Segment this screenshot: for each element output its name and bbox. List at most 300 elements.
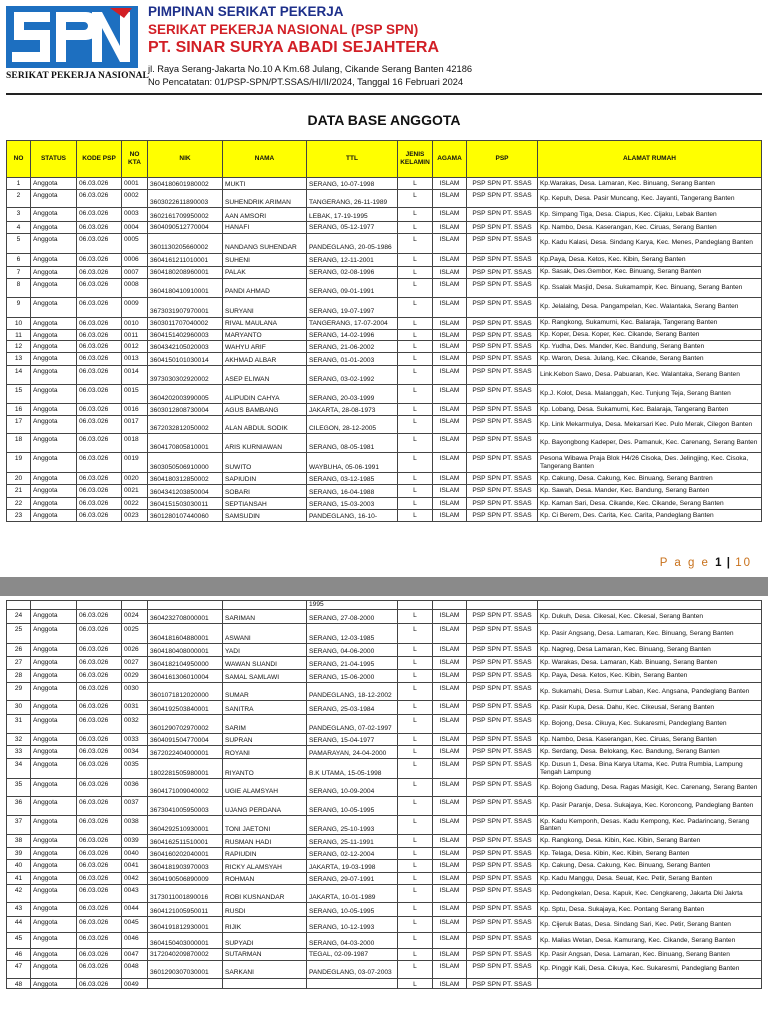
cell-no: 46 [7,949,31,961]
cell-kode-psp: 06.03.026 [77,960,122,978]
cell-psp: PSP SPN PT. SSAS [467,701,538,715]
cell-nik: 3673041005950003 [148,797,223,816]
cell-kode-psp: 06.03.026 [77,759,122,779]
table-row [7,416,762,434]
cell-nama: SAPIUDIN [223,473,307,485]
cell-no: 32 [7,734,31,746]
cell-psp: PSP SPN PT. SSAS [467,366,538,385]
cell-psp: PSP SPN PT. SSAS [467,860,538,873]
cell-agama: ISLAM [433,644,467,657]
cell-psp: PSP SPN PT. SSAS [467,873,538,885]
cell-status: Anggota [31,860,77,873]
cell-no: 7 [7,266,31,278]
cell-alamat: Kp. Serdang, Desa. Belokang, Kec. Bandung, Serang Banten [538,746,762,759]
document-title: DATA BASE ANGGOTA [307,112,461,128]
cell-nama: SUWITO [223,453,307,473]
cell-nik: 3604171009040002 [148,779,223,797]
cell-nik: 3604161211010001 [148,253,223,266]
cell-alamat: Kp. Simpang Tiga, Desa. Ciapus, Kec. Cijaku, Lebak Banten [538,208,762,222]
cell-no-kta: 0016 [122,404,148,416]
cell-no-kta: 0001 [122,178,148,190]
cell-agama: ISLAM [433,473,467,485]
cell-status: Anggota [31,453,77,473]
cell-jenis-kelamin: L [398,434,433,453]
cell-psp: PSP SPN PT. SSAS [467,670,538,683]
cell-nik: 3604161306010004 [148,670,223,683]
cell-nik: 3604342105020003 [148,341,223,353]
cell-no: 19 [7,453,31,473]
cell-status: Anggota [31,624,77,644]
cell-alamat: Kp. Warakas, Desa. Lamaran, Kab. Binuang, Serang Banten [538,657,762,670]
table-row [7,949,762,961]
cell-nik: 3604191812930001 [148,917,223,933]
cell-ttl: PANDEGLANG, 16-10- [307,510,398,522]
cell-jenis-kelamin: L [398,917,433,933]
cell-ttl: SERANG, 05-12-1977 [307,222,398,234]
table-row [7,485,762,498]
cell-psp: PSP SPN PT. SSAS [467,341,538,353]
cell-nama: SEPTIANSAH [223,498,307,510]
cell-agama: ISLAM [433,317,467,329]
cell-psp: PSP SPN PT. SSAS [467,190,538,208]
cell-jenis-kelamin: L [398,978,433,989]
cell-status: Anggota [31,385,77,404]
col-header-nik: NIK [148,141,223,178]
cell-jenis-kelamin: L [398,624,433,644]
cell-jenis-kelamin: L [398,329,433,341]
cell-nama: SURYANI [223,297,307,317]
cell-jenis-kelamin: L [398,190,433,208]
cell-ttl: PANDEGLANG, 07-02-1997 [307,715,398,734]
cell-ttl: SERANG, 25-11-1991 [307,835,398,848]
cell-psp: PSP SPN PT. SSAS [467,610,538,624]
cell-status: Anggota [31,404,77,416]
cell-status: Anggota [31,434,77,453]
cell-no: 1 [7,178,31,190]
cell-no: 39 [7,848,31,860]
cell-kode-psp: 06.03.026 [77,233,122,253]
cell-status: Anggota [31,297,77,317]
col-header-status: STATUS [31,141,77,178]
cell-ttl: B.K UTAMA, 15-05-1998 [307,759,398,779]
cell-nama: ARIS KURNIAWAN [223,434,307,453]
cell-kode-psp: 06.03.026 [77,434,122,453]
cell-status: Anggota [31,353,77,366]
header-divider [6,93,762,95]
table-row [7,848,762,860]
cell-kode-psp: 06.03.026 [77,797,122,816]
cell-status: Anggota [31,208,77,222]
cell-jenis-kelamin: L [398,657,433,670]
cell-status: Anggota [31,473,77,485]
cell-alamat: Kp. Pasir Paranje, Desa. Sukajaya, Kec. Koroncong, Pandeglang Banten [538,797,762,816]
cell-no-kta: 0017 [122,416,148,434]
cell-ttl: SERANG, 21-06-2002 [307,341,398,353]
cell-kode-psp: 06.03.026 [77,385,122,404]
cell-psp: PSP SPN PT. SSAS [467,297,538,317]
table-row [7,715,762,734]
cell-no-kta: 0040 [122,848,148,860]
cell-no: 44 [7,917,31,933]
table-row [7,657,762,670]
cell-nik: 3604190506890009 [148,873,223,885]
cell-agama: ISLAM [433,624,467,644]
cell-psp: PSP SPN PT. SSAS [467,903,538,917]
cell-no-kta: 0032 [122,715,148,734]
cell-alamat: Kp. Waron, Desa. Julang, Kec. Cikande, Serang Banten [538,353,762,366]
cell-no-kta: 0025 [122,624,148,644]
cell-nik: 3601290307030001 [148,960,223,978]
cell-ttl: SERANG, 04-03-2000 [307,933,398,949]
cell-psp: PSP SPN PT. SSAS [467,657,538,670]
table-row [7,473,762,485]
cell-agama: ISLAM [433,949,467,961]
cell-no-kta: 0002 [122,190,148,208]
cell-nik: 3604150101030014 [148,353,223,366]
cell-agama: ISLAM [433,510,467,522]
cell-no-kta: 0013 [122,353,148,366]
cell-kode-psp: 06.03.026 [77,317,122,329]
cell-kode-psp: 06.03.026 [77,816,122,835]
cell-kode-psp: 06.03.026 [77,190,122,208]
cell-agama: ISLAM [433,779,467,797]
cell-kode-psp: 06.03.026 [77,860,122,873]
cell-status: Anggota [31,498,77,510]
cell-no: 2 [7,190,31,208]
cell-nik: 3604192503840001 [148,701,223,715]
col-header-no-kta: NO KTA [122,141,148,178]
cell-nik: 3604180408000001 [148,644,223,657]
table-row [7,917,762,933]
page-total: 10 [735,557,752,569]
cell-no-kta: 0004 [122,222,148,234]
table-row [7,683,762,701]
cell-kode-psp: 06.03.026 [77,416,122,434]
col-header-nama: NAMA [223,141,307,178]
cell-nama: AAN AMSORI [223,208,307,222]
cell-no-kta: 0014 [122,366,148,385]
cell-nama: SAMAL SAMLAWI [223,670,307,683]
table-row [7,385,762,404]
cell-psp: PSP SPN PT. SSAS [467,683,538,701]
table-row [7,960,762,978]
cell-status: Anggota [31,683,77,701]
table-row [7,178,762,190]
cell-status: Anggota [31,266,77,278]
cell-status: Anggota [31,341,77,353]
cell-kode-psp: 06.03.026 [77,978,122,989]
cell-no: 35 [7,779,31,797]
cell-no: 8 [7,278,31,297]
table-row [7,510,762,522]
cell-no: 30 [7,701,31,715]
cell-ttl: SERANG, 10-05-1995 [307,903,398,917]
cell-no: 48 [7,978,31,989]
cell-psp: PSP SPN PT. SSAS [467,434,538,453]
cell-nik: 3601280107440060 [148,510,223,522]
cell-ttl: SERANG, 10-09-2004 [307,779,398,797]
cell-no: 42 [7,885,31,903]
cell-agama: ISLAM [433,873,467,885]
cell-ttl: TANGERANG, 17-07-2004 [307,317,398,329]
cell-alamat: Kp. Sawah, Desa. Mander, Kec. Bandung, Serang Banten [538,485,762,498]
cell-nik: 3604202003990005 [148,385,223,404]
cell-ttl: SERANG, 29-07-1991 [307,873,398,885]
cell-nama: SUPRAN [223,734,307,746]
cell-alamat: Kp.J. Kolot, Desa. Malanggah, Kec. Tunjung Teja, Serang Banten [538,385,762,404]
table-row [7,233,762,253]
cell-jenis-kelamin: L [398,797,433,816]
cell-no: 38 [7,835,31,848]
org-line-2: SERIKAT PEKERJA NASIONAL (PSP SPN) [148,22,419,37]
cell-agama: ISLAM [433,341,467,353]
document-page-2 [0,596,768,1024]
cell-status: Anggota [31,510,77,522]
cell-agama: ISLAM [433,960,467,978]
cell-alamat: Kp. Koper, Desa. Koper, Kec. Cikande, Serang Banten [538,329,762,341]
cell-agama: ISLAM [433,222,467,234]
cell-psp: PSP SPN PT. SSAS [467,233,538,253]
cell-alamat: Kp. Kepuh, Desa. Pasir Muncang, Kec. Jayanti, Tangerang Banten [538,190,762,208]
cell-jenis-kelamin: L [398,746,433,759]
cell-status: Anggota [31,278,77,297]
cell-nama: SANITRA [223,701,307,715]
cell-nama: AKHMAD ALBAR [223,353,307,366]
table-row [7,734,762,746]
cell-status: Anggota [31,949,77,961]
cell-psp: PSP SPN PT. SSAS [467,498,538,510]
cell-no-kta: 0030 [122,683,148,701]
cell-nama: YADI [223,644,307,657]
cell-psp: PSP SPN PT. SSAS [467,453,538,473]
cell-status: Anggota [31,797,77,816]
cell-psp: PSP SPN PT. SSAS [467,933,538,949]
cell-ttl: JAKARTA, 10-01-1989 [307,885,398,903]
cell-nama: RIVAL MAULANA [223,317,307,329]
cell-ttl: PANDEGLANG, 03-07-2003 [307,960,398,978]
cell-status: Anggota [31,485,77,498]
cell-kode-psp: 06.03.026 [77,848,122,860]
cell-ttl: SERANG, 03-02-1992 [307,366,398,385]
cell-psp: PSP SPN PT. SSAS [467,404,538,416]
cell-status: Anggota [31,366,77,385]
cell-kode-psp: 06.03.026 [77,683,122,701]
cell-nik: 3604121005950011 [148,903,223,917]
cell-jenis-kelamin: L [398,385,433,404]
cell-status: Anggota [31,329,77,341]
cell-status: Anggota [31,960,77,978]
cell-status: Anggota [31,178,77,190]
cell-agama: ISLAM [433,329,467,341]
cell-status: Anggota [31,779,77,797]
cell-kode-psp: 06.03.026 [77,510,122,522]
cell-no: 41 [7,873,31,885]
cell-kode-psp: 06.03.026 [77,644,122,657]
cell-ttl: SERANG, 02-12-2004 [307,848,398,860]
cell-status: Anggota [31,816,77,835]
cell-ttl: SERANG, 04-06-2000 [307,644,398,657]
cell-kode-psp: 06.03.026 [77,701,122,715]
cell-status: Anggota [31,233,77,253]
cell-psp: PSP SPN PT. SSAS [467,266,538,278]
cell-agama: ISLAM [433,178,467,190]
col-header-ttl: TTL [307,141,398,178]
cell-alamat: Kp. Kadu Kalasi, Desa. Sindang Karya, Kec. Menes, Pandeglang Banten [538,233,762,253]
cell-status: Anggota [31,610,77,624]
cell-alamat: Kp. Ci Berem, Des. Carita, Kec. Carita, Pandeglang Banten [538,510,762,522]
cell-jenis-kelamin: L [398,485,433,498]
cell-kode-psp: 06.03.026 [77,453,122,473]
cell-nik: 3601071812020000 [148,683,223,701]
cell-psp: PSP SPN PT. SSAS [467,949,538,961]
cell-psp: PSP SPN PT. SSAS [467,734,538,746]
cell-nik: 3604162511510001 [148,835,223,848]
cell-alamat: Kp. Rangkong, Sukamurni, Kec. Balaraja, Tangerang Banten [538,317,762,329]
cell-nama: PALAK [223,266,307,278]
cell-psp: PSP SPN PT. SSAS [467,715,538,734]
cell-jenis-kelamin: L [398,278,433,297]
cell-agama: ISLAM [433,498,467,510]
cell-no-kta: 0031 [122,701,148,715]
cell-nama: MARYANTO [223,329,307,341]
cell-psp: PSP SPN PT. SSAS [467,885,538,903]
cell-no-kta: 0039 [122,835,148,848]
cell-no: 17 [7,416,31,434]
cell-jenis-kelamin: L [398,266,433,278]
cell-status: Anggota [31,253,77,266]
cell-jenis-kelamin: L [398,610,433,624]
cell-no: 21 [7,485,31,498]
cell-status: Anggota [31,917,77,933]
cell-psp: PSP SPN PT. SSAS [467,644,538,657]
table-row [7,873,762,885]
cell-ttl: SERANG, 15-04-1977 [307,734,398,746]
cell-jenis-kelamin: L [398,949,433,961]
cell-jenis-kelamin: L [398,233,433,253]
table-row [7,610,762,624]
cell-agama: ISLAM [433,610,467,624]
cell-psp: PSP SPN PT. SSAS [467,759,538,779]
cell-alamat [538,978,762,989]
cell-no: 4 [7,222,31,234]
cell-nama: AGUS BAMBANG [223,404,307,416]
cell-nama: ALAN ABDUL SODIK [223,416,307,434]
cell-kode-psp: 06.03.026 [77,473,122,485]
cell-ttl: LEBAK, 17-19-1995 [307,208,398,222]
table-row [7,208,762,222]
cell-alamat: Kp. Kadu Kemponh, Desas. Kadu Kempong, Kec. Padarincang, Serang Banten [538,816,762,835]
cell-nik: 3604180601980002 [148,178,223,190]
table-row [7,317,762,329]
logo-subtitle: SERIKAT PEKERJA NASIONAL [6,71,149,81]
cell-nama: RICKY ALAMSYAH [223,860,307,873]
cell-no-kta: 0010 [122,317,148,329]
col-header-alamat: ALAMAT RUMAH [538,141,762,178]
table-row [7,933,762,949]
cell-no-kta: 0015 [122,385,148,404]
cell-kode-psp: 06.03.026 [77,903,122,917]
cell-no: 40 [7,860,31,873]
cell-nik: 3603050506910000 [148,453,223,473]
cell-no: 20 [7,473,31,485]
cell-no-kta: 0020 [122,473,148,485]
cell-nama: ROYANI [223,746,307,759]
cell-status: Anggota [31,670,77,683]
cell-status: Anggota [31,903,77,917]
table-row [7,329,762,341]
cell-no-kta: 0022 [122,498,148,510]
cell-agama: ISLAM [433,701,467,715]
cell-no: 3 [7,208,31,222]
cell-no-kta: 0044 [122,903,148,917]
cell-agama: ISLAM [433,903,467,917]
cell-no: 28 [7,670,31,683]
cell-alamat: Kp. Yudha, Des. Mander, Kec. Bandung, Serang Banten [538,341,762,353]
cell-status: Anggota [31,759,77,779]
cell-agama: ISLAM [433,297,467,317]
cell-no-kta: 0036 [122,779,148,797]
cell-no: 25 [7,624,31,644]
cell-no-kta: 0019 [122,453,148,473]
cell-ttl: SERANG, 16-04-1988 [307,485,398,498]
cell-nik: 3603012808730004 [148,404,223,416]
cell-agama: ISLAM [433,453,467,473]
cell-no-kta: 0033 [122,734,148,746]
cell-alamat: Link.Kebon Sawo, Desa. Pabuaran, Kec. Walantaka, Serang Banten [538,366,762,385]
cell-agama: ISLAM [433,233,467,253]
cell-kode-psp: 06.03.026 [77,715,122,734]
table-row [7,978,762,989]
cell-alamat: Kp. Cakung, Desa. Cakung, Kec. Binuang, Serang Banten [538,860,762,873]
cell-agama: ISLAM [433,816,467,835]
cell-no-kta: 0038 [122,816,148,835]
cell-no: 15 [7,385,31,404]
cell-kode-psp: 06.03.026 [77,178,122,190]
cell-alamat: Kp. Rangkong, Desa. Kibin, Kec. Kibin, Serang Banten [538,835,762,848]
cell-agama: ISLAM [433,385,467,404]
cell-nik: 3604341203850004 [148,485,223,498]
org-line-1: PIMPINAN SERIKAT PEKERJA [148,4,344,19]
cell-alamat: Kp. Paya, Desa. Ketos, Kec. Kibin, Serang Banten [538,670,762,683]
cell-alamat: Kp. Telaga, Desa. Kibin, Kec. Kibin, Serang Banten [538,848,762,860]
col-header-jenis-kelamin: JENIS KELAMIN [398,141,433,178]
cell-no-kta: 0026 [122,644,148,657]
table-header-row [7,141,762,178]
cell-nama: ROHMAN [223,873,307,885]
cell-jenis-kelamin: L [398,701,433,715]
cell-kode-psp: 06.03.026 [77,353,122,366]
cell-ttl: SERANG, 27-08-2000 [307,610,398,624]
cell-nama: SUTARMAN [223,949,307,961]
cell-nik: 3604181604880001 [148,624,223,644]
cell-nik: 3603011707040002 [148,317,223,329]
table-row [7,404,762,416]
cell-jenis-kelamin: L [398,473,433,485]
cell-ttl: SERANG, 21-04-1995 [307,657,398,670]
cell-agama: ISLAM [433,190,467,208]
cell-agama: ISLAM [433,917,467,933]
cell-kode-psp: 06.03.026 [77,624,122,644]
cell-alamat: Kp. Bojong Gadung, Desa. Ragas Masigit, Kec. Carenang, Serang Banten [538,779,762,797]
cell-psp: PSP SPN PT. SSAS [467,485,538,498]
cell-agama: ISLAM [433,885,467,903]
table-row [7,353,762,366]
cell-nama: RIJIK [223,917,307,933]
cell-ttl: SERANG, 10-12-1993 [307,917,398,933]
cell-jenis-kelamin: L [398,353,433,366]
cell-jenis-kelamin: L [398,873,433,885]
cell-jenis-kelamin: L [398,933,433,949]
